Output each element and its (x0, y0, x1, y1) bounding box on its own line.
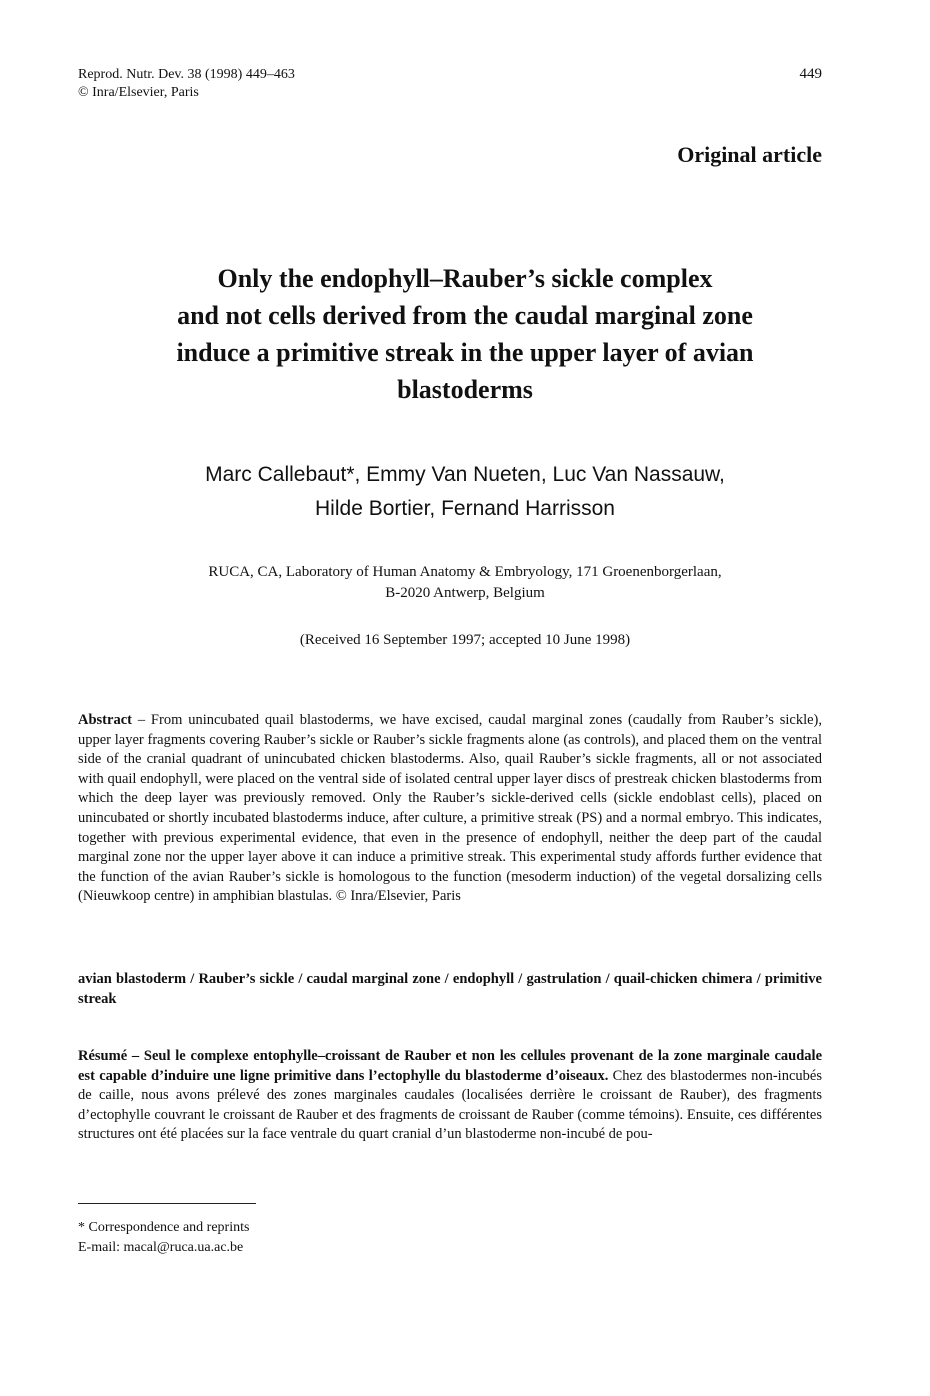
authors-line: Hilde Bortier, Fernand Harrisson (315, 497, 615, 520)
article-title (95, 260, 835, 408)
affiliation (95, 562, 835, 604)
authors-line: Marc Callebaut*, Emmy Van Nueten, Luc Van Nassauw, (205, 463, 725, 486)
keywords: avian blastoderm / Rauber’s sickle / caudal marginal zone / endophyll / gastrulation / quail-chicken chimera / primitive streak (78, 971, 822, 1007)
journal-header (78, 66, 498, 102)
article-type: Original article (677, 142, 822, 167)
journal-citation: Reprod. Nutr. Dev. 38 (1998) 449–463 (78, 67, 295, 82)
footnotes (78, 1218, 249, 1258)
affiliation-line: RUCA, CA, Laboratory of Human Anatomy & Embryology, 171 Groenenborgerlaan, (208, 564, 722, 580)
resume-heading: Résumé – Seul le complexe entophylle–croissant de Rauber et non les cellules provenant de la zone marginale caudale est capable d’induire une ligne primitive dans l’ectophylle du blastoderme d’oiseaux. (78, 1048, 822, 1084)
affiliation-line: B-2020 Antwerp, Belgium (385, 585, 545, 601)
title-line: blastoderms (397, 375, 533, 404)
resume-text: Chez des blastodermes non-incubés de caille, nous avons prélevé des zones marginales caudales (localisées derrière le croissant de Rauber), des fragments d’ectophylle couvrant le croissant de Rauber et des fragments de croissant de Rauber (comme témoins). Ensuite, ces différentes structures ont été placées sur la face ventrale du quart cranial d’un blastoderme non-incubé de pou- (78, 1067, 822, 1143)
title-line: induce a primitive streak in the upper layer of avian (176, 338, 754, 367)
received-dates: (Received 16 September 1997; accepted 10 June 1998) (299, 632, 631, 648)
publisher-line: © Inra/Elsevier, Paris (78, 85, 199, 100)
abstract-text: – From unincubated quail blastoderms, we have excised, caudal marginal zones (caudally from Rauber’s sickle), upper layer fragments covering Rauber’s sickle or Rauber’s sickle fragments alone (as controls), and placed them on the ventral side of the cranial quadrant of unincubated chicken blastoderms. Also, quail Rauber’s sickle fragments, all or not associated with quail endophyll, were placed on the ventral side of isolated central upper layer discs of prestreak chicken blastoderms from which the deep layer was previously removed. Only the Rauber’s sickle-derived cells (sickle endoblast cells), placed on unincubated or shortly incubated blastoderms induce, after culture, a primitive streak (PS) and a normal embryo. This indicates, together with previous experimental evidence, that even in the presence of endophyll, neither the deep part of the caudal marginal zone nor the upper layer above it can induce a primitive streak. This experimental study affords further evidence that the function of the avian Rauber’s sickle is homologous to the function (mesoderm induction) of the vegetal dorsalizing cells (Nieuwkoop centre) in amphibian blastulas. © Inra/Elsevier, Paris (78, 712, 822, 905)
footnote-divider (78, 1203, 256, 1204)
resume (78, 1047, 822, 1145)
abstract-label: Abstract (78, 712, 132, 728)
authors (95, 458, 835, 526)
title-line: and not cells derived from the caudal marginal zone (177, 301, 753, 330)
abstract (78, 711, 822, 907)
title-line: Only the endophyll–Rauber’s sickle complex (217, 264, 713, 293)
email-note: E-mail: macal@ruca.ua.ac.be (78, 1240, 244, 1255)
page-number: 449 (799, 66, 822, 82)
correspondence-note: * Correspondence and reprints (78, 1220, 250, 1235)
